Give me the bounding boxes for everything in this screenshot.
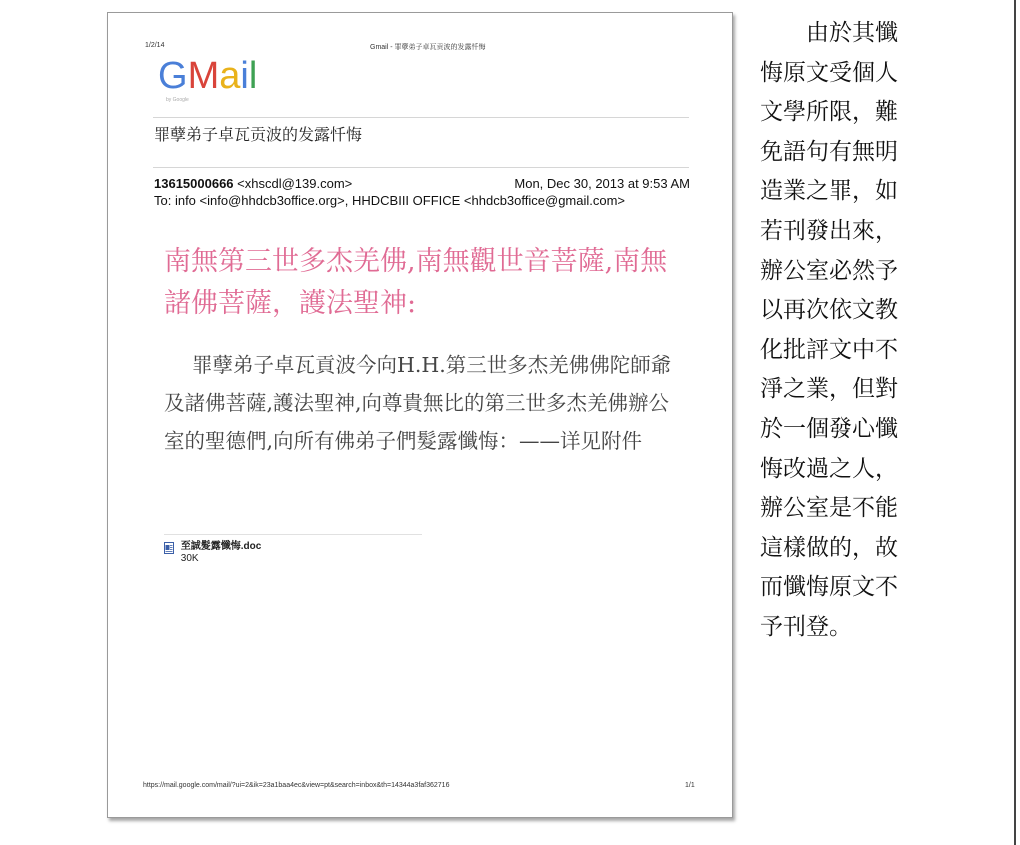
attachment-divider xyxy=(164,534,422,535)
commentary-line: 辦公室是不能 xyxy=(760,495,898,522)
gmail-logo: GMail xyxy=(158,55,258,97)
print-title: Gmail - 罪孽弟子卓瓦贡波的发露忏悔 xyxy=(370,44,486,51)
commentary-line: 淨之業，但對 xyxy=(760,376,898,403)
commentary-line: 而懺悔原文不 xyxy=(760,574,898,601)
sender-email: <xhscdl@139.com> xyxy=(237,176,353,191)
commentary-line: 免語句有無明 xyxy=(760,138,898,165)
commentary-line: 化批評文中不 xyxy=(760,336,898,363)
attachment-name: 至誠髮露懺悔.doc xyxy=(180,541,262,552)
commentary-line: 若刊發出來， xyxy=(760,217,898,244)
gmail-logo-tagline: by Google xyxy=(166,97,189,103)
email-body xyxy=(164,346,684,460)
print-url: https://mail.google.com/mail/?ui=2&ik=23a1baa4ec&view=pt&search=inbox&th=14344a3faf362716 xyxy=(143,782,450,789)
page-edge-rule xyxy=(1014,0,1016,845)
commentary-line: 悔原文受個人 xyxy=(760,59,898,86)
commentary-line: 文學所限，難 xyxy=(760,99,898,126)
sender-number: 13615000666 xyxy=(154,176,234,191)
recipient-line: To: info <info@hhdcb3office.org>, HHDCBIII OFFICE <hhdcb3office@gmail.com> xyxy=(154,193,626,208)
email-subject: 罪孽弟子卓瓦贡波的发露忏悔 xyxy=(154,125,363,144)
commentary-line: 於一個發心懺 xyxy=(760,415,898,442)
commentary-line: 悔改過之人， xyxy=(760,455,898,482)
email-date: Mon, Dec 30, 2013 at 9:53 AM xyxy=(514,176,690,191)
commentary-text xyxy=(760,14,930,648)
commentary-line: 予刊登。 xyxy=(760,613,852,640)
commentary-line: 由於其懺 xyxy=(806,20,898,46)
word-doc-icon xyxy=(164,542,174,554)
commentary-line: 辦公室必然予 xyxy=(760,257,898,284)
email-salutation: 南無第三世多杰羌佛,南無觀世音菩薩,南無諸佛菩薩，護法聖神: xyxy=(164,246,668,319)
print-page-number: 1/1 xyxy=(685,782,695,789)
email-printout-scan xyxy=(107,12,733,818)
commentary-line: 造業之罪，如 xyxy=(760,178,898,205)
divider xyxy=(153,117,689,118)
commentary-line: 這樣做的，故 xyxy=(760,534,898,561)
attachment-size: 30K xyxy=(180,553,199,564)
commentary-line: 以再次依文教 xyxy=(760,297,898,324)
sender-line xyxy=(154,176,690,191)
divider xyxy=(153,167,689,168)
email-body-paragraph: 罪孽弟子卓瓦貢波今向H.H.第三世多杰羌佛佛陀師爺及諸佛菩薩,護法聖神,向尊貴無比的第三世多杰羌佛辦公室的聖德們,向所有佛弟子們髮露懺悔：——详见附件 xyxy=(164,353,672,453)
attachment-text xyxy=(181,541,262,565)
print-date: 1/2/14 xyxy=(145,42,165,49)
attachment xyxy=(164,541,261,565)
